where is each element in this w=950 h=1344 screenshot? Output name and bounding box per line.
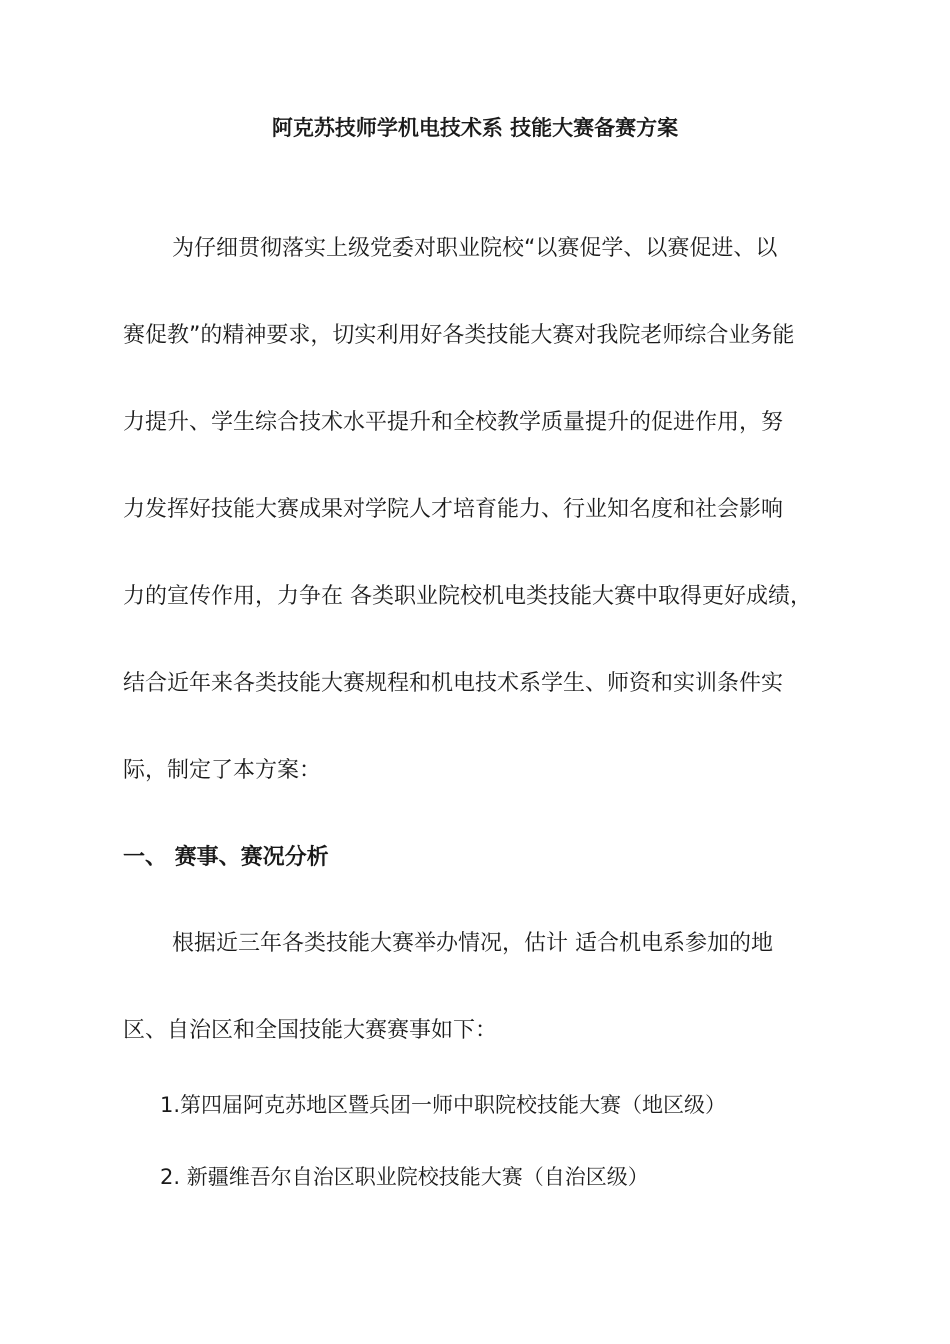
list-item-1: 1.第四届阿克苏地区暨兵团一师中职院校技能大赛（地区级） [160, 1093, 727, 1117]
intro-line-4: 力发挥好技能大赛成果对学院人才培育能力、行业知名度和社会影响 [123, 497, 784, 522]
list-item-2: 2. 新疆维吾尔自治区职业院校技能大赛（自治区级） [160, 1165, 649, 1189]
intro-line-2: 赛促教”的精神要求，切实利用好各类技能大赛对我院老师综合业务能 [123, 323, 795, 348]
section1-para-line-2: 区、自治区和全国技能大赛赛事如下： [123, 1018, 498, 1043]
intro-line-5: 力的宣传作用，力争在 各类职业院校机电类技能大赛中取得更好成绩， [123, 584, 812, 609]
section-heading-1: 一、 赛事、赛况分析 [123, 845, 329, 870]
section1-para-line-1: 根据近三年各类技能大赛举办情况，估计 适合机电系参加的地 [172, 931, 773, 956]
intro-line-6: 结合近年来各类技能大赛规程和机电技术系学生、师资和实训条件实 [123, 671, 784, 696]
intro-line-3: 力提升、学生综合技术水平提升和全校教学质量提升的促进作用，努 [123, 410, 784, 435]
intro-line-1: 为仔细贯彻落实上级党委对职业院校“以赛促学、以赛促进、以 [172, 236, 778, 261]
intro-line-7: 际，制定了本方案： [123, 758, 322, 783]
document-title: 阿克苏技师学机电技术系 技能大赛备赛方案 [271, 116, 679, 140]
